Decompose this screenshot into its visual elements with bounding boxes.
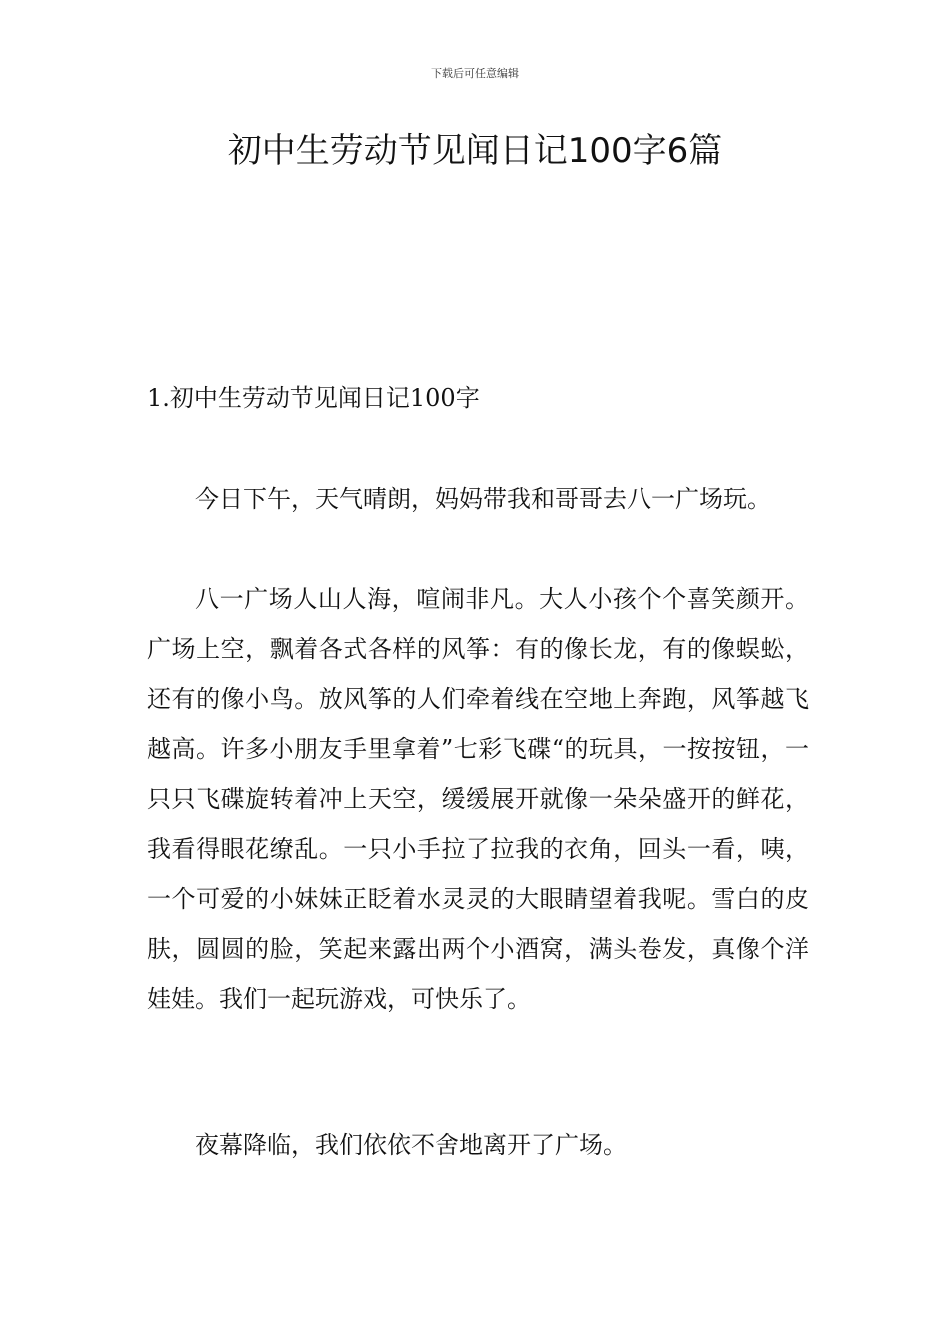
section-heading: 1.初中生劳动节见闻日记100字 [147, 384, 480, 412]
document-title: 初中生劳动节见闻日记100字6篇 [227, 131, 723, 171]
paragraph-3: 夜幕降临，我们依依不舍地离开了广场。 [195, 1131, 627, 1159]
header-note: 下载后可任意编辑 [431, 67, 519, 80]
paragraph-2: 八一广场人山人海，喧闹非凡。大人小孩个个喜笑颜开。广场上空，飘着各式各样的风筝：有的像长龙，有的像蜈蚣，还有的像小鸟。放风筝的人们牵着线在空地上奔跑，风筝越飞越高。许多小朋友手里拿着”七彩飞碟“的玩具，一按按钮，一只只飞碟旋转着冲上天空，缓缓展开就像一朵朵盛开的鲜花，我看得眼花缭乱。一只小手拉了拉我的衣角，回头一看，咦，一个可爱的小妹妹正眨着水灵灵的大眼睛望着我呢。雪白的皮肤，圆圆的脸，笑起来露出两个小酒窝，满头卷发，真像个洋娃娃。我们一起玩游戏，可快乐了。 [147, 585, 809, 1013]
paragraph-1: 今日下午，天气晴朗，妈妈带我和哥哥去八一广场玩。 [195, 485, 771, 513]
